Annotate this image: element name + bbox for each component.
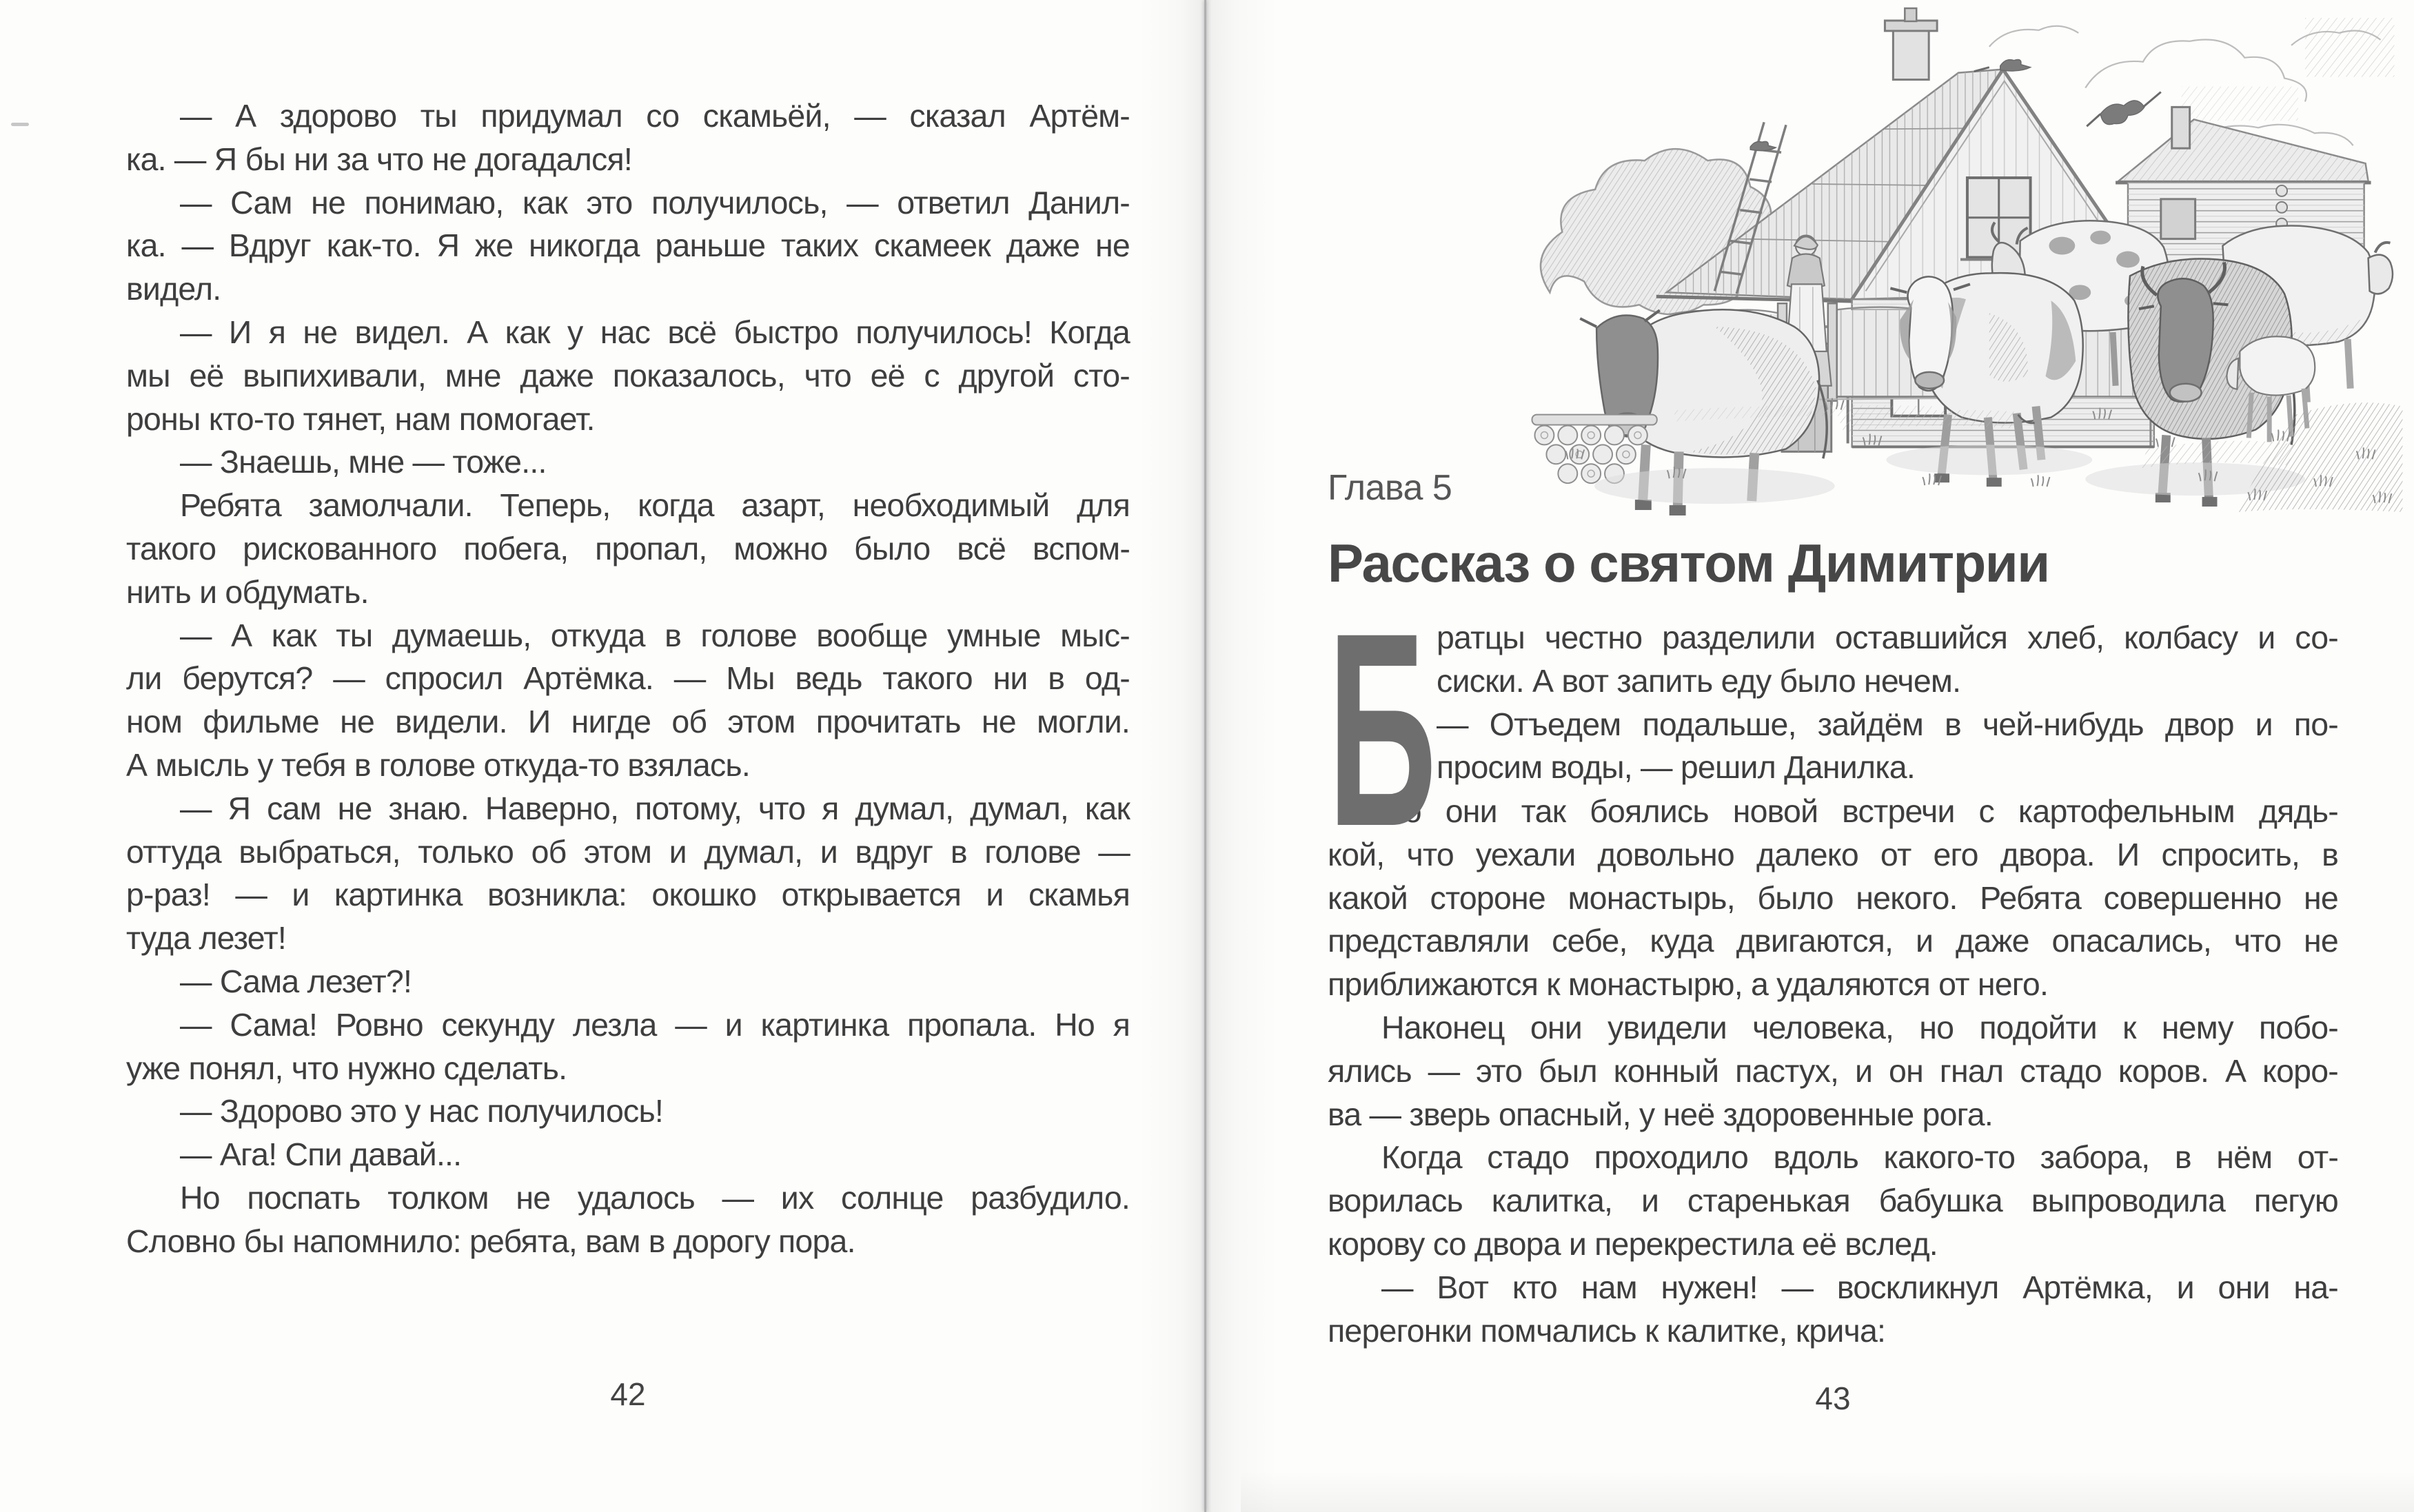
text-line: ратцы честно разделили оставшийся хлеб, колбасу и со- xyxy=(1437,620,2338,655)
bird-icon xyxy=(2087,92,2161,126)
text-line: — Я сам не знаю. Наверно, потому, что я думал, думал, как xyxy=(180,790,1130,826)
page-number-right: 43 xyxy=(1815,1380,1851,1416)
bird-icon xyxy=(1750,141,1776,150)
chapter-label: Глава 5 xyxy=(1328,468,1452,508)
paragraph xyxy=(126,787,1130,960)
paragraph xyxy=(126,1003,1130,1090)
text-line: мы её выпихивали, мне даже показалось, что её с другой сто- xyxy=(126,357,1130,394)
paragraph xyxy=(1328,703,2338,790)
text-line: Словно бы напомнило: ребята, вам в дорогу пора. xyxy=(126,1223,855,1259)
text-line: уже понял, что нужно сделать. xyxy=(126,1050,567,1086)
bird-icon xyxy=(1974,60,2031,72)
text-line: — И я не видел. А как у нас всё быстро получилось! Когда xyxy=(180,314,1130,350)
text-line: оттуда выбраться, только об этом и думал, и вдруг в голове — xyxy=(126,833,1130,870)
text-line: — Ага! Спи давай... xyxy=(180,1136,462,1173)
chimney xyxy=(2172,107,2190,148)
paragraph xyxy=(126,1090,1130,1133)
paragraph xyxy=(1328,1006,2338,1136)
text-line: кой, что уехали довольно далеко от его двора. И спросить, в xyxy=(1328,836,2338,872)
scan-edge-mark xyxy=(11,123,29,126)
paragraph xyxy=(126,960,1130,1003)
text-line: представляли себе, куда двигаются, и даже опасались, что не xyxy=(1328,923,2338,959)
paragraph xyxy=(1328,1266,2338,1353)
paragraph xyxy=(1328,790,2338,1006)
text-line: роны кто-то тянет, нам помогает. xyxy=(126,400,595,437)
paragraph xyxy=(126,94,1130,181)
text-line: ворилась калитка, и старенькая бабушка выпроводила пегую xyxy=(1328,1183,2338,1219)
text-line: — Здорово это у нас получилось! xyxy=(180,1093,664,1130)
text-line: Но они так боялись новой встречи с картофельным дядь- xyxy=(1381,793,2338,829)
village-illustration xyxy=(1507,4,2410,515)
text-line: приближаются к монастырю, а удаляются от него. xyxy=(1328,966,2049,1003)
text-line: Наконец они увидели человека, но подойти к нему побо- xyxy=(1381,1009,2338,1045)
text-line: ялись — это был конный пастух, и он гнал стадо коров. А коро- xyxy=(1328,1052,2338,1089)
text-line: корову со двора и перекрестила её вслед. xyxy=(1328,1225,1938,1262)
text-line: какой стороне монастырь, было некого. Ребята совершенно не xyxy=(1328,879,2338,916)
text-line: туда лезет! xyxy=(126,920,286,957)
text-line: видел. xyxy=(126,271,221,307)
text-line: Ребята замолчали. Теперь, когда азарт, необходимый для xyxy=(180,487,1130,524)
paragraph xyxy=(126,311,1130,440)
page-gutter-shadow xyxy=(1137,0,1278,1512)
page-number-left: 42 xyxy=(610,1376,646,1412)
text-line: Но поспать толком не удалось — их солнце разбудило. xyxy=(180,1179,1130,1216)
chapter-title: Рассказ о святом Димитрии xyxy=(1328,533,2049,593)
horn xyxy=(2375,243,2391,253)
text-line: — Сам не понимаю, как это получилось, — ответил Данил- xyxy=(180,184,1130,221)
text-line: перегонки помчались к калитке, крича: xyxy=(1328,1312,1886,1349)
paragraph xyxy=(126,484,1130,613)
chimney xyxy=(1885,8,1937,80)
text-line: А мысль у тебя в голове откуда-то взялась. xyxy=(126,746,750,783)
text-line: ном фильме не видели. И нигде об этом прочитать не могли. xyxy=(126,704,1130,740)
text-line: ка. — Вдруг как-то. Я же никогда раньше таких скамеек даже не xyxy=(126,227,1130,264)
paragraph xyxy=(1328,616,2338,703)
text-line: — Отъедем подальше, зайдём в чей-нибудь двор и по- xyxy=(1437,706,2338,742)
paragraph xyxy=(126,1176,1130,1263)
paragraph xyxy=(1328,1136,2338,1265)
text-line: просим воды, — решил Данилка. xyxy=(1437,749,1915,786)
window xyxy=(2161,199,2195,239)
text-line: — Вот кто нам нужен! — воскликнул Артёмка, и они на- xyxy=(1381,1269,2338,1305)
text-line: — Знаешь, мне — тоже... xyxy=(180,444,547,480)
text-line: такого рискованного побега, пропал, можно было всё вспом- xyxy=(126,530,1130,566)
paragraph xyxy=(126,1133,1130,1176)
text-line: — Сама! Ровно секунду лезла — и картинка пропала. Но я xyxy=(180,1006,1130,1043)
text-line: — Сама лезет?! xyxy=(180,963,412,999)
text-line: ли берутся? — спросил Артёмка. — Мы ведь такого ни в од- xyxy=(126,660,1130,697)
paragraph xyxy=(126,614,1130,787)
text-line: нить и обдумать. xyxy=(126,573,369,610)
page-fold-line xyxy=(1204,0,1206,1512)
left-text-block xyxy=(126,94,1130,1263)
text-line: р-раз! — и картинка возникла: окошко открывается и скамья xyxy=(126,877,1130,913)
text-line: — А здорово ты придумал со скамьёй, — сказал Артём- xyxy=(180,98,1130,134)
text-line: сиски. А вот запить еду было нечем. xyxy=(1437,662,1961,699)
text-line: ка. — Я бы ни за что не догадался! xyxy=(126,141,632,177)
text-line: — А как ты думаешь, откуда в голове вообще умные мыс- xyxy=(180,617,1130,653)
text-line: Когда стадо проходило вдоль какого-то забора, в нём от- xyxy=(1381,1139,2338,1176)
drop-cap-letter: Б xyxy=(1328,575,1437,883)
paragraph xyxy=(126,440,1130,484)
paragraph xyxy=(126,181,1130,311)
right-text-block xyxy=(1328,575,2338,1352)
scan-shadow-bottom xyxy=(1241,1471,2414,1512)
text-line: ва — зверь опасный, у неё здоровенные рога. xyxy=(1328,1096,1993,1132)
